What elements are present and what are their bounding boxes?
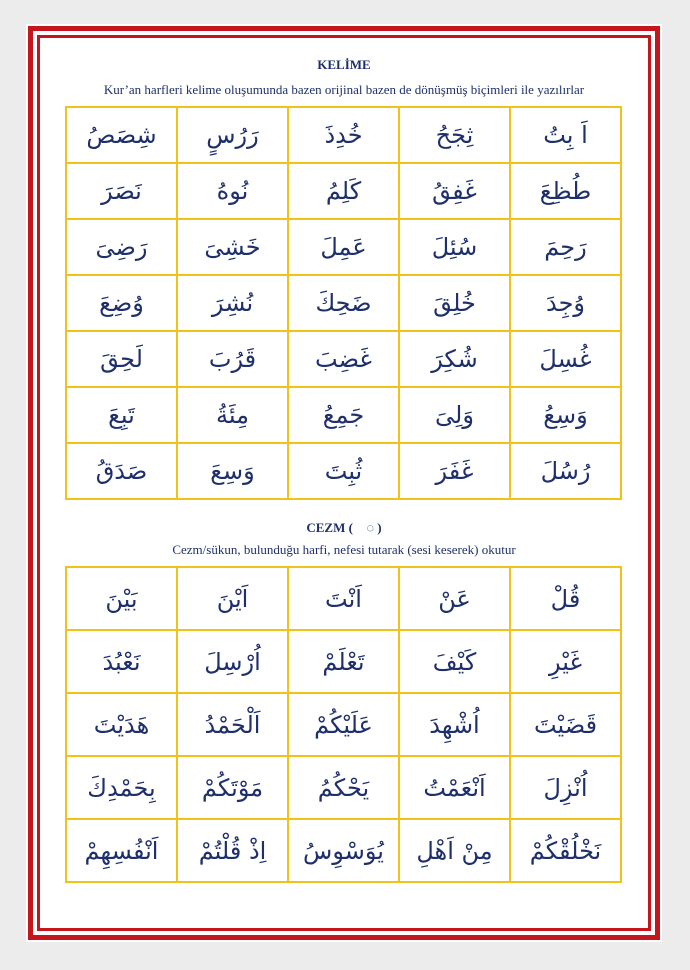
kelime-word-cell: رَضِىَ (66, 219, 177, 275)
kelime-row (66, 275, 621, 331)
kelime-word-cell: غُسِلَ (510, 331, 621, 387)
kelime-word-cell: عَمِلَ (288, 219, 399, 275)
kelime-grid (65, 106, 622, 500)
section-subtitle-kelime: Kur’an harfleri kelime oluşumunda bazen orijinal bazen de dönüşmüş biçimleri ile yazılırlar (103, 82, 585, 97)
kelime-word-cell: ثِجَحُ (399, 107, 510, 163)
cezm-word-cell: مَوْتَكُمْ (177, 756, 288, 819)
kelime-word-cell: خُدِذَ (288, 107, 399, 163)
cezm-word-cell: قُلْ (510, 567, 621, 630)
kelime-row (66, 107, 621, 163)
cezm-word-cell: اُشْهِدَ (399, 693, 510, 756)
cezm-row (66, 693, 621, 756)
kelime-word-cell: غَفَرَ (399, 443, 510, 499)
kelime-word-cell: نُوهُ (177, 163, 288, 219)
kelime-row (66, 331, 621, 387)
kelime-word-cell: وَسِعُ (510, 387, 621, 443)
cezm-word-cell: اُرْسِلَ (177, 630, 288, 693)
cezm-row (66, 819, 621, 882)
kelime-word-cell: خَشِىَ (177, 219, 288, 275)
cezm-row (66, 756, 621, 819)
kelime-word-cell: وَلِىَ (399, 387, 510, 443)
cezm-word-cell: كَيْفَ (399, 630, 510, 693)
kelime-word-cell: شِصَصُ (66, 107, 177, 163)
kelime-row (66, 387, 621, 443)
cezm-word-cell: يُوَسْوِسُ (288, 819, 399, 882)
kelime-word-cell: غَضِبَ (288, 331, 399, 387)
cezm-word-cell: اَنْفُسِهِمْ (66, 819, 177, 882)
kelime-word-cell: مِئَةُ (177, 387, 288, 443)
cezm-word-cell: اَيْنَ (177, 567, 288, 630)
kelime-word-cell: وَسِعَ (177, 443, 288, 499)
kelime-word-cell: اَ بِتُ (510, 107, 621, 163)
worksheet-page (26, 24, 662, 942)
section-subtitle-cezm: Cezm/sükun, bulunduğu harfi, nefesi tutarak (sesi keserek) okutur (172, 542, 516, 557)
kelime-word-cell: كَلِمُ (288, 163, 399, 219)
cezm-word-cell: اَلْحَمْدُ (177, 693, 288, 756)
cezm-word-cell: بِحَمْدِكَ (66, 756, 177, 819)
cezm-word-cell: بَيْنَ (66, 567, 177, 630)
kelime-word-cell: ثُبِتَ (288, 443, 399, 499)
kelime-word-cell: رَحِمَ (510, 219, 621, 275)
section-title-cezm: CEZM ( ◌ْ ) (306, 520, 382, 535)
kelime-word-cell: لَحِقَ (66, 331, 177, 387)
kelime-word-cell: رَرُسٍ (177, 107, 288, 163)
kelime-word-cell: غَفِقُ (399, 163, 510, 219)
cezm-word-cell: نَعْبُدَ (66, 630, 177, 693)
kelime-word-cell: نُشِرَ (177, 275, 288, 331)
kelime-word-cell: نَصَرَ (66, 163, 177, 219)
cezm-word-cell: مِنْ اَهْلِ (399, 819, 510, 882)
kelime-word-cell: وُضِعَ (66, 275, 177, 331)
cezm-word-cell: عَنْ (399, 567, 510, 630)
cezm-word-cell: هَدَيْتَ (66, 693, 177, 756)
cezm-word-cell: عَلَيْكُمْ (288, 693, 399, 756)
cezm-word-cell: يَحْكُمُ (288, 756, 399, 819)
cezm-row (66, 630, 621, 693)
cezm-grid (65, 566, 622, 883)
kelime-word-cell: طُظِعَ (510, 163, 621, 219)
kelime-word-cell: شُكِرَ (399, 331, 510, 387)
kelime-word-cell: ضَحِكَ (288, 275, 399, 331)
kelime-word-cell: خُلِقَ (399, 275, 510, 331)
kelime-word-cell: قَرُبَ (177, 331, 288, 387)
kelime-row (66, 219, 621, 275)
kelime-row (66, 443, 621, 499)
cezm-row (66, 567, 621, 630)
cezm-word-cell: تَعْلَمْ (288, 630, 399, 693)
cezm-word-cell: اَنْعَمْتُ (399, 756, 510, 819)
cezm-word-cell: اُنْزِلَ (510, 756, 621, 819)
kelime-word-cell: جَمِعُ (288, 387, 399, 443)
cezm-word-cell: اَنْتَ (288, 567, 399, 630)
kelime-word-cell: صَدَقُ (66, 443, 177, 499)
cezm-word-cell: غَيْرِ (510, 630, 621, 693)
kelime-word-cell: وُجِدَ (510, 275, 621, 331)
kelime-word-cell: رُسُلَ (510, 443, 621, 499)
kelime-word-cell: تَبِعَ (66, 387, 177, 443)
section-title-kelime: KELİME (317, 57, 371, 72)
cezm-word-cell: اِذْ قُلْتُمْ (177, 819, 288, 882)
cezm-word-cell: قَضَيْتَ (510, 693, 621, 756)
kelime-word-cell: سُئِلَ (399, 219, 510, 275)
cezm-word-cell: نَخْلُقْكُمْ (510, 819, 621, 882)
kelime-row (66, 163, 621, 219)
